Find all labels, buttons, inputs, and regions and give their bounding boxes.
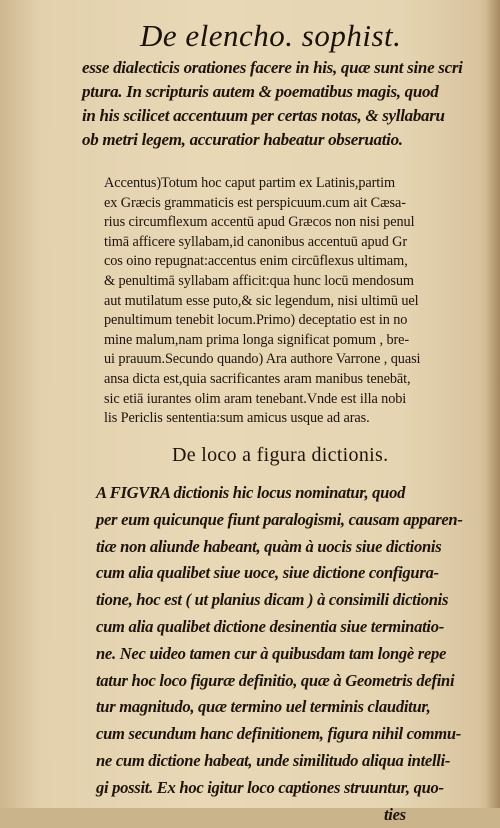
italic-text-block-2 [96,480,496,828]
text-line: tione, hoc est ( ut planius dicam ) à consimili dictionis [96,590,449,610]
text-line: ob metri legem, accuratior habeatur obseruatio. [82,130,403,149]
commentary-line: ex Græcis grammaticis est perspicuum.cum ait Cæsa- [104,194,406,211]
commentary-line: timā afficere syllabam,id canonibus accentuū apud Gr [104,233,407,250]
text-line: esse dialecticis orationes facere in his, quæ sunt sine scri [82,58,463,77]
text-line: cum alia qualibet siue uoce, siue dictione configura- [96,563,439,583]
commentary-line: ui prauum.Secundo quando) Ara authore Varrone , quasi [104,351,421,368]
text-line: per eum quicunque fiunt paralogismi, causam apparen- [96,509,463,529]
commentary-line: mine malum,nam prima longa significat pomum , bre- [104,331,410,348]
text-line: tur magnitudo, quæ termino uel terminis clauditur, [96,697,431,717]
commentary-line: lis Periclis sententia:sum amicus usque ad aras. [104,410,370,427]
text-line: A FIGVRA dictionis hic locus nominatur, quod [96,483,406,502]
italic-text-block-1 [82,56,482,152]
commentary-block [104,174,484,429]
running-head: De elencho. sophist. [140,18,402,53]
commentary-line: ansa dicta est,quia sacrificantes aram manibus tenebāt, [104,370,411,387]
section-heading: De loco a figura dictionis. [172,444,389,466]
commentary-line: Accentus)Totum hoc caput partim ex Latinis,partim [104,175,396,191]
text-line: ne cum dictione habeat, unde similitudo aliqua intelli- [96,750,451,770]
text-line: in his scilicet accentuum per certas notas, & syllabaru [82,106,445,125]
text-line: tatur hoc loco figuræ definitio, quæ à Geometris defini [96,670,455,690]
text-line: tiæ non aliunde habeant, quàm à uocis siue dictionis [96,536,442,556]
text-line: gi possit. Ex hoc igitur loco captiones struuntur, quo- [96,777,444,797]
commentary-line: & penultimā syllabam afficit:qua hunc locū mendosum [104,272,414,289]
text-line: ne. Nec uideo tamen cur à quibusdam tam longè repe [96,643,447,663]
text-line: cum alia qualibet dictione desinentia siue terminatio- [96,616,444,636]
text-line: cum secundum hanc definitionem, figura nihil commu- [96,724,462,744]
commentary-line: rius circumflexum accentū apud Græcos non nisi penul [104,214,415,231]
text-line: ptura. In scripturis autem & poematibus magis, quod [82,82,439,101]
commentary-line: sic etiā iurantes olim aram tenebant.Vnde est illa nobi [104,390,407,407]
commentary-line: penultimum tenebit locum.Primo) deceptatio est in no [104,312,408,329]
commentary-line: cos oino repugnat:accentus enim circūflexus ultimam, [104,253,408,270]
text-line: ties [384,804,406,824]
commentary-line: aut mutilatum esse puto,& sic legendum, nisi ultimū uel [104,292,419,309]
